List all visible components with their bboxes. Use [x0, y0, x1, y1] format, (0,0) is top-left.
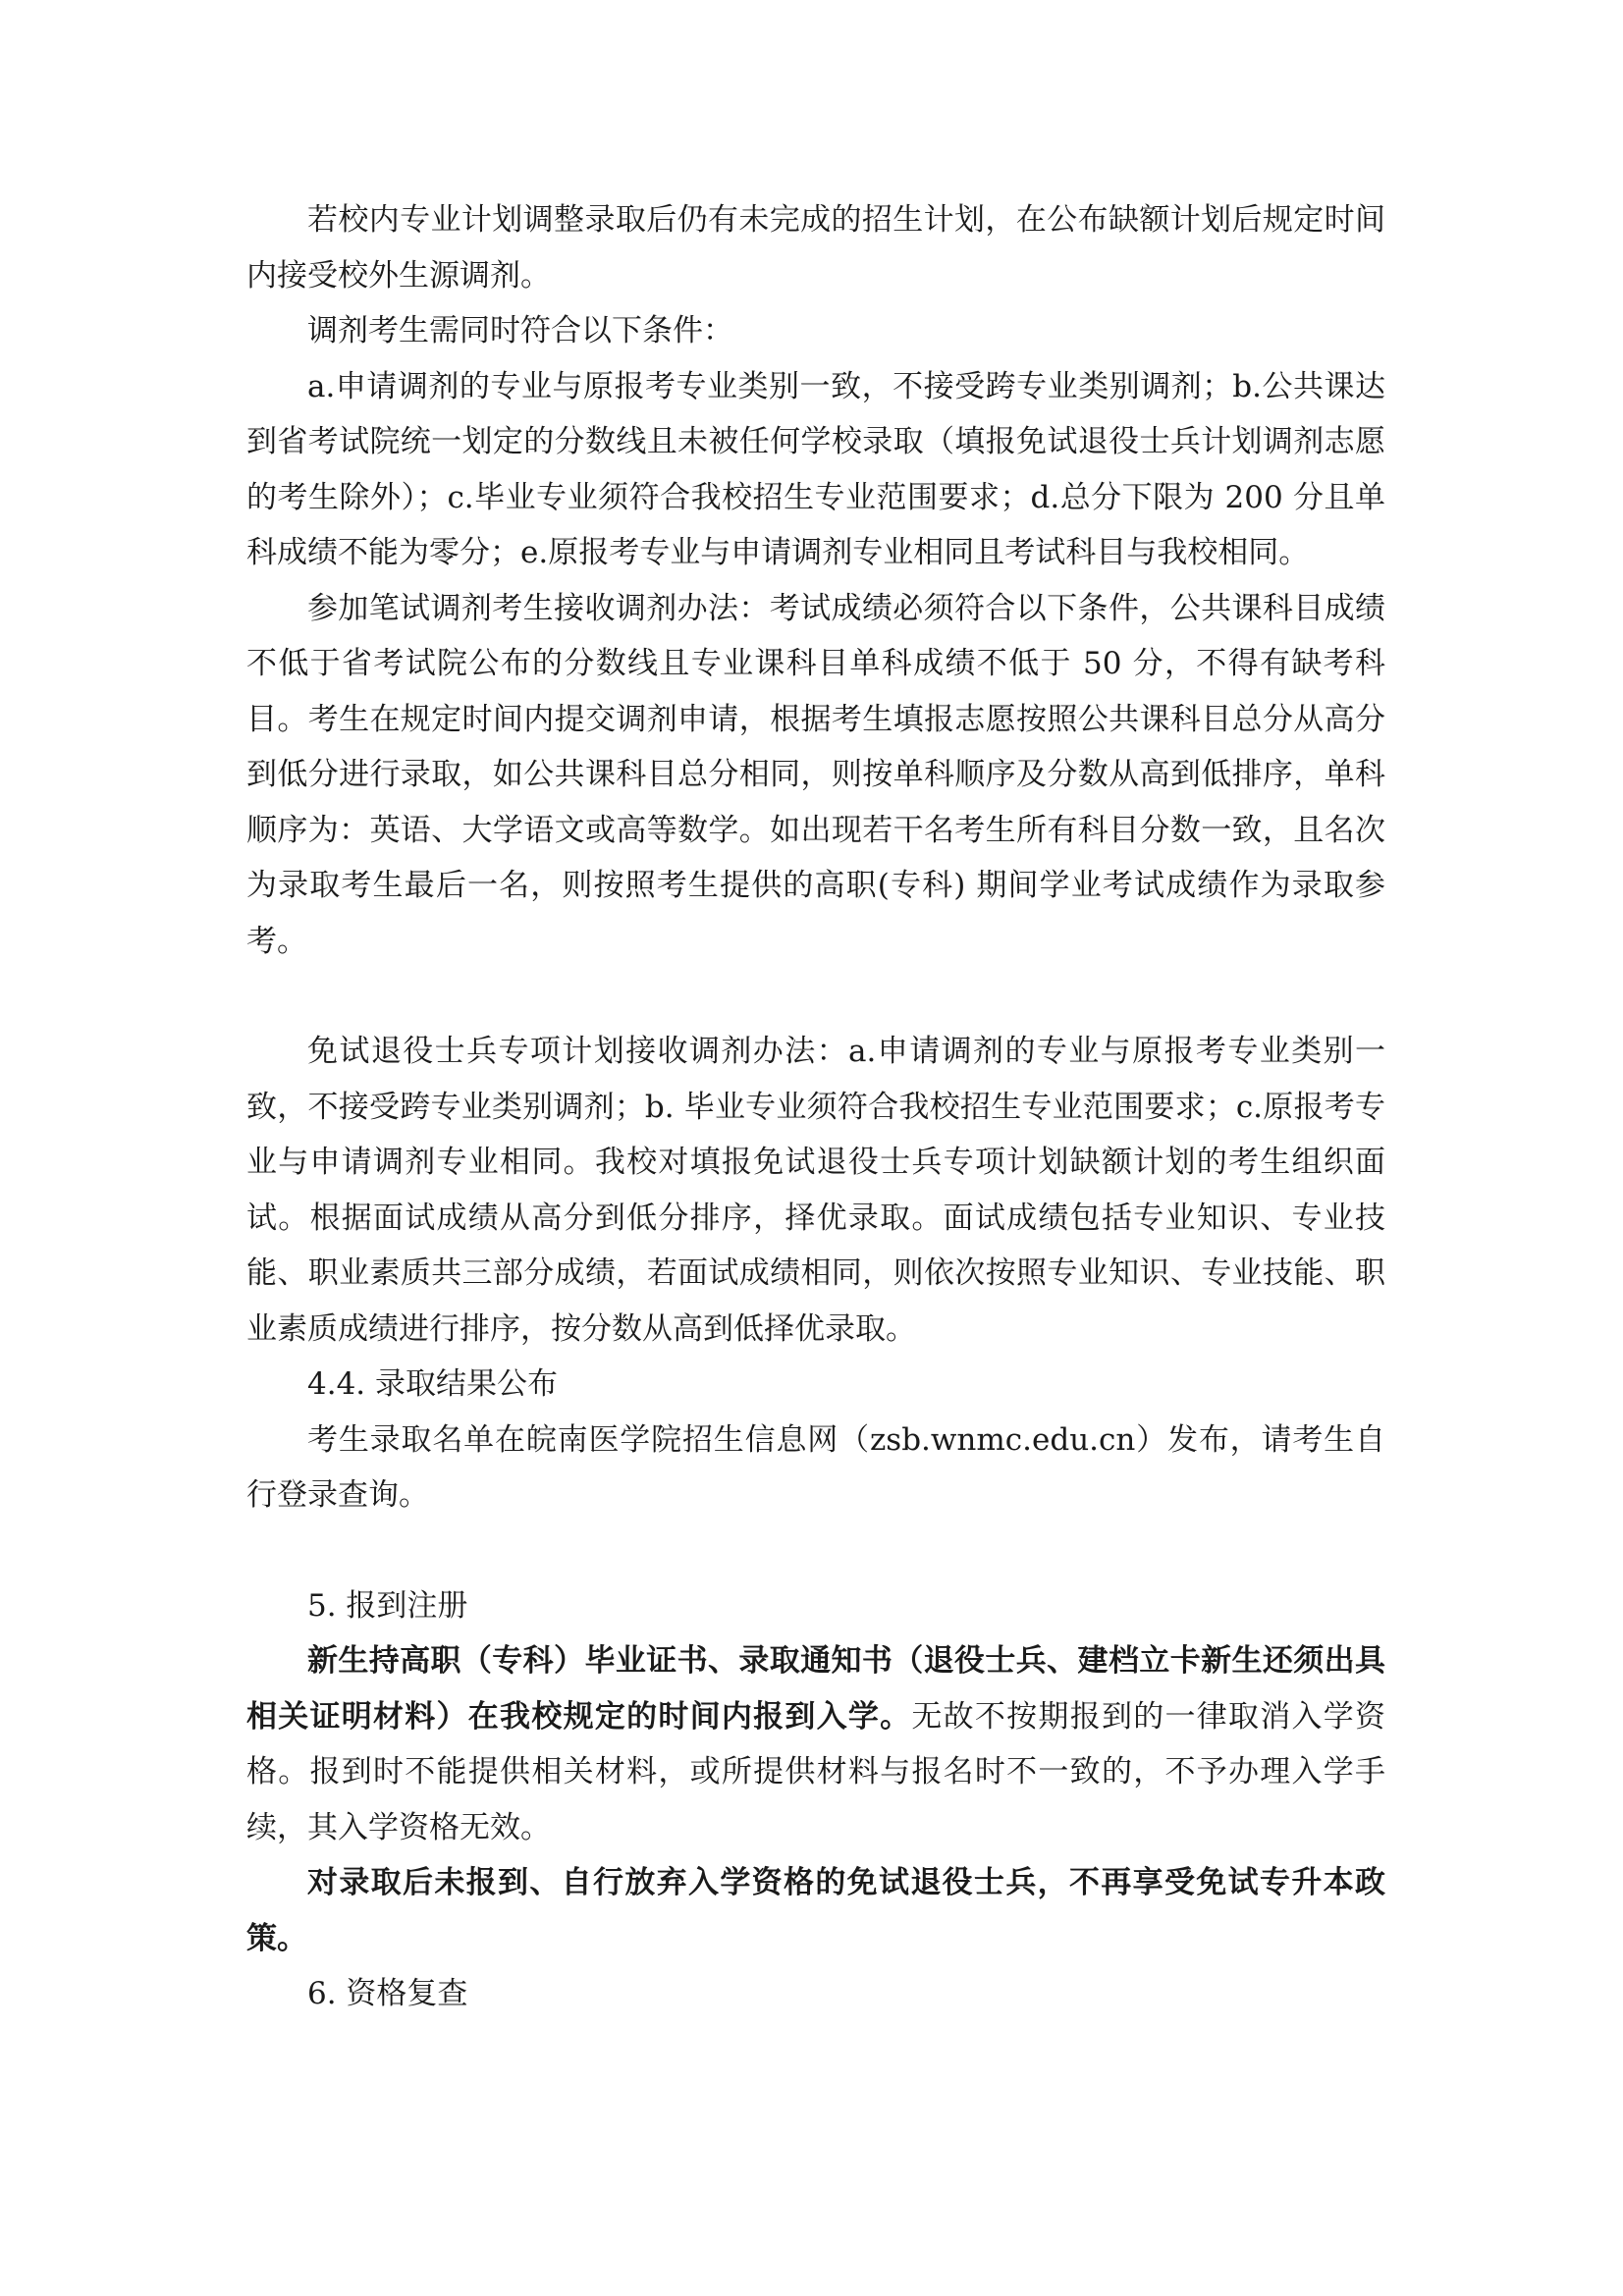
paragraph-registration: [246, 1633, 1385, 1855]
section-heading-5: 5. 报到注册: [307, 1587, 468, 1624]
paragraph-conditions-list: a.申请调剂的专业与原报考专业类别一致，不接受跨专业类别调剂；b.公共课达到省考试院统一划定的分数线且未被任何学校录取（填报免试退役士兵计划调剂志愿的考生除外）；c.毕业专业须符合我校招生专业范围要求；d.总分下限为 200 分且单科成绩不能为零分；e.原报考专业与申请调剂专业相同且考试科目与我校相同。: [246, 368, 1385, 570]
section-heading-4-4: 4.4. 录取结果公布: [307, 1366, 559, 1402]
paragraph-veteran-rules: 免试退役士兵专项计划接收调剂办法：a.申请调剂的专业与原报考专业类别一致，不接受跨专业类别调剂；b. 毕业专业须符合我校招生专业范围要求；c.原报考专业与申请调剂专业相同。我校对填报免试退役士兵专项计划缺额计划的考生组织面试。根据面试成绩从高分到低分排序，择优录取。面试成绩包括专业知识、专业技能、职业素质共三部分成绩，若面试成绩相同，则依次按照专业知识、专业技能、职业素质成绩进行排序，按分数从高到低择优录取。: [246, 1034, 1385, 1347]
registration-bold-text: 新生持高职（专科）毕业证书、录取通知书（退役士兵、建档立卡新生还须出具相关证明材料）在我校规定的时间内报到入学。: [246, 1643, 1385, 1735]
spacer: [246, 969, 1385, 1024]
paragraph-transfer-plan: 若校内专业计划调整录取后仍有未完成的招生计划，在公布缺额计划后规定时间内接受校外生源调剂。: [246, 202, 1385, 294]
paragraph-conditions-intro: 调剂考生需同时符合以下条件：: [307, 313, 733, 348]
spacer: [246, 1523, 1385, 1578]
registration-text: 无故不按期报到的一律取消入学资格。报到时不能提供相关材料，或所提供材料与报名时不一致的，不予办理入学手续，其入学资格无效。: [246, 1698, 1386, 1845]
document-page: [246, 192, 1385, 2022]
paragraph-veteran-policy: 对录取后未报到、自行放弃入学资格的免试退役士兵，不再享受免试专升本政策。: [246, 1865, 1385, 1956]
paragraph-results-publication: 考生录取名单在皖南医学院招生信息网（zsb.wnmc.edu.cn）发布，请考生自行登录查询。: [246, 1421, 1385, 1513]
section-heading-6: 6. 资格复查: [307, 1976, 468, 2011]
paragraph-written-exam-rules: 参加笔试调剂考生接收调剂办法：考试成绩必须符合以下条件，公共课科目成绩不低于省考试院公布的分数线且专业课科目单科成绩不低于 50 分，不得有缺考科目。考生在规定时间内提交调剂申请，根据考生填报志愿按照公共课科目总分从高分到低分进行录取，如公共课科目总分相同，则按单科顺序及分数从高到低排序，单科顺序为：英语、大学语文或高等数学。如出现若干名考生所有科目分数一致，且名次为录取考生最后一名，则按照考生提供的高职(专科) 期间学业考试成绩作为录取参考。: [246, 590, 1385, 959]
